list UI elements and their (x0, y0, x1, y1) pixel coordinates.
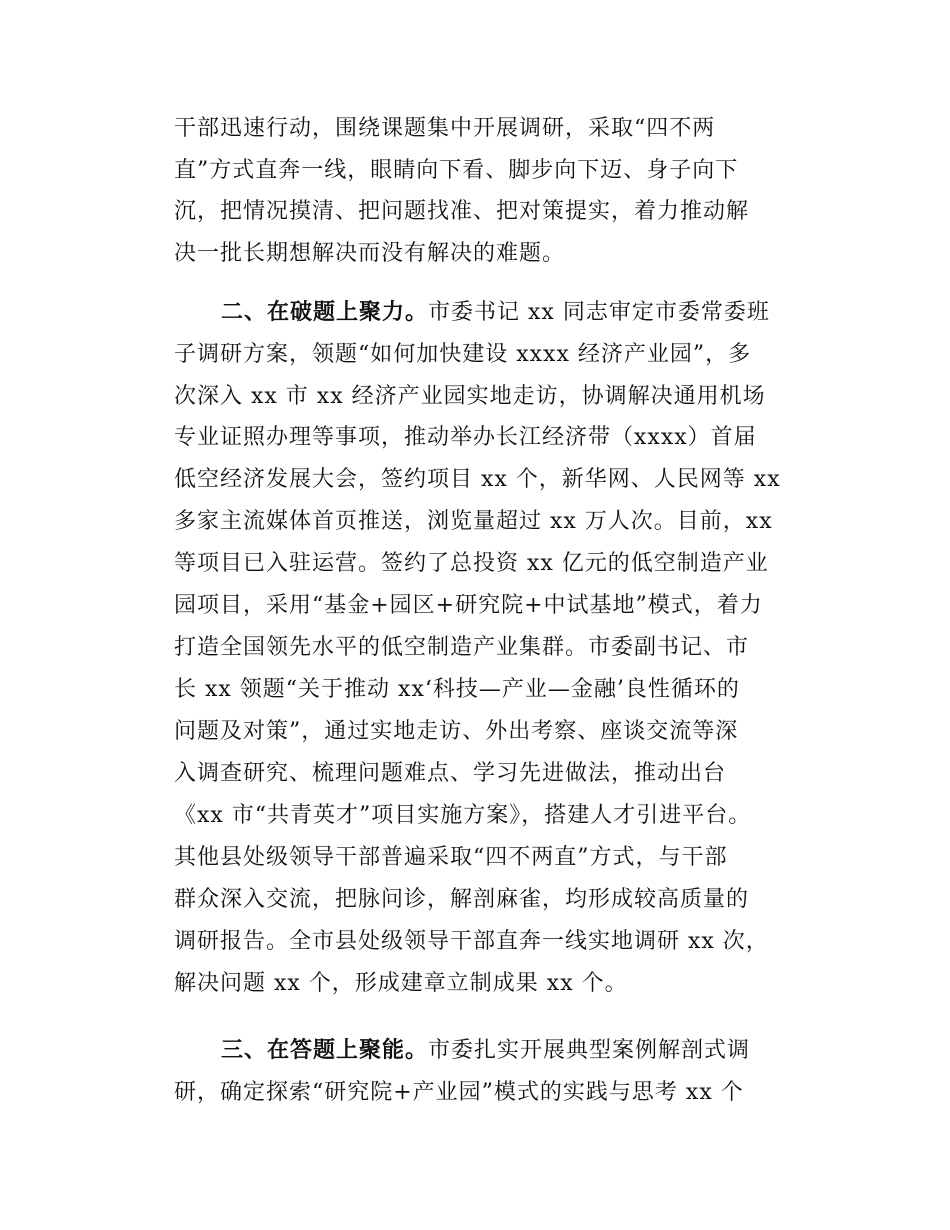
paragraph-2-line: 子调研方案，领题“如何加快建设 xxxx 经济产业园”，多 (174, 342, 752, 367)
paragraph-2-line: 低空经济发展大会，签约项目 xx 个，新华网、人民网等 xx (174, 467, 781, 492)
paragraph-2-line: 《xx 市“共青英才”项目实施方案》，搭建人才引进平台。 (174, 803, 752, 828)
paragraph-2-line: 调研报告。全市县处级领导干部直奔一线实地调研 xx 次， (174, 929, 769, 954)
paragraph-1-line-2: 直”方式直奔一线，眼睛向下看、脚步向下迈、身子向下 (174, 158, 739, 183)
paragraph-2-first-line (221, 298, 770, 328)
paragraph-1-line-3: 沉，把情况摸清、把问题找准、把对策提实，着力推动解 (174, 199, 750, 224)
section-heading-2: 二、在破题上聚力。 (221, 300, 429, 325)
paragraph-3-first-line-text: 市委扎实开展典型案例解剖式调 (428, 1038, 751, 1063)
paragraph-3-line: 研，确定探索“研究院+产业园”模式的实践与思考 xx 个 (174, 1080, 744, 1105)
paragraph-2-line: 园项目，采用“基金+园区+研究院+中试基地”模式，着力 (174, 593, 763, 618)
paragraph-1-line-4: 决一批长期想解决而没有解决的难题。 (174, 241, 566, 266)
paragraph-2-line: 解决问题 xx 个，形成建章立制成果 xx 个。 (174, 971, 628, 996)
paragraph-2-line: 等项目已入驻运营。签约了总投资 xx 亿元的低空制造产业 (174, 551, 769, 576)
paragraph-2-line: 打造全国领先水平的低空制造产业集群。市委副书记、市 (174, 635, 750, 660)
paragraph-1-line-1: 干部迅速行动，围绕课题集中开展调研，采取“四不两 (174, 116, 716, 141)
paragraph-2-first-line-text: 市委书记 xx 同志审定市委常委班 (428, 300, 770, 325)
paragraph-3-first-line (221, 1036, 750, 1066)
paragraph-2-line: 其他县处级领导干部普遍采取“四不两直”方式，与干部 (174, 845, 728, 870)
paragraph-2-line: 群众深入交流，把脉问诊，解剖麻雀，均形成较高质量的 (174, 887, 750, 912)
paragraph-2-line: 专业证照办理等事项，推动举办长江经济带（xxxx）首届 (174, 425, 757, 450)
paragraph-2-line: 问题及对策”，通过实地走访、外出考察、座谈交流等深 (174, 719, 739, 744)
paragraph-2-line: 次深入 xx 市 xx 经济产业园实地走访，协调解决通用机场 (174, 384, 766, 409)
paragraph-2-line: 长 xx 领题“关于推动 xx‘科技—产业—金融’良性循环的 (174, 677, 740, 702)
paragraph-2-line: 入调查研究、梳理问题难点、学习先进做法，推动出台 (174, 761, 727, 786)
section-heading-3: 三、在答题上聚能。 (221, 1038, 429, 1063)
paragraph-2-line: 多家主流媒体首页推送，浏览量超过 xx 万人次。目前，xx (174, 509, 773, 534)
